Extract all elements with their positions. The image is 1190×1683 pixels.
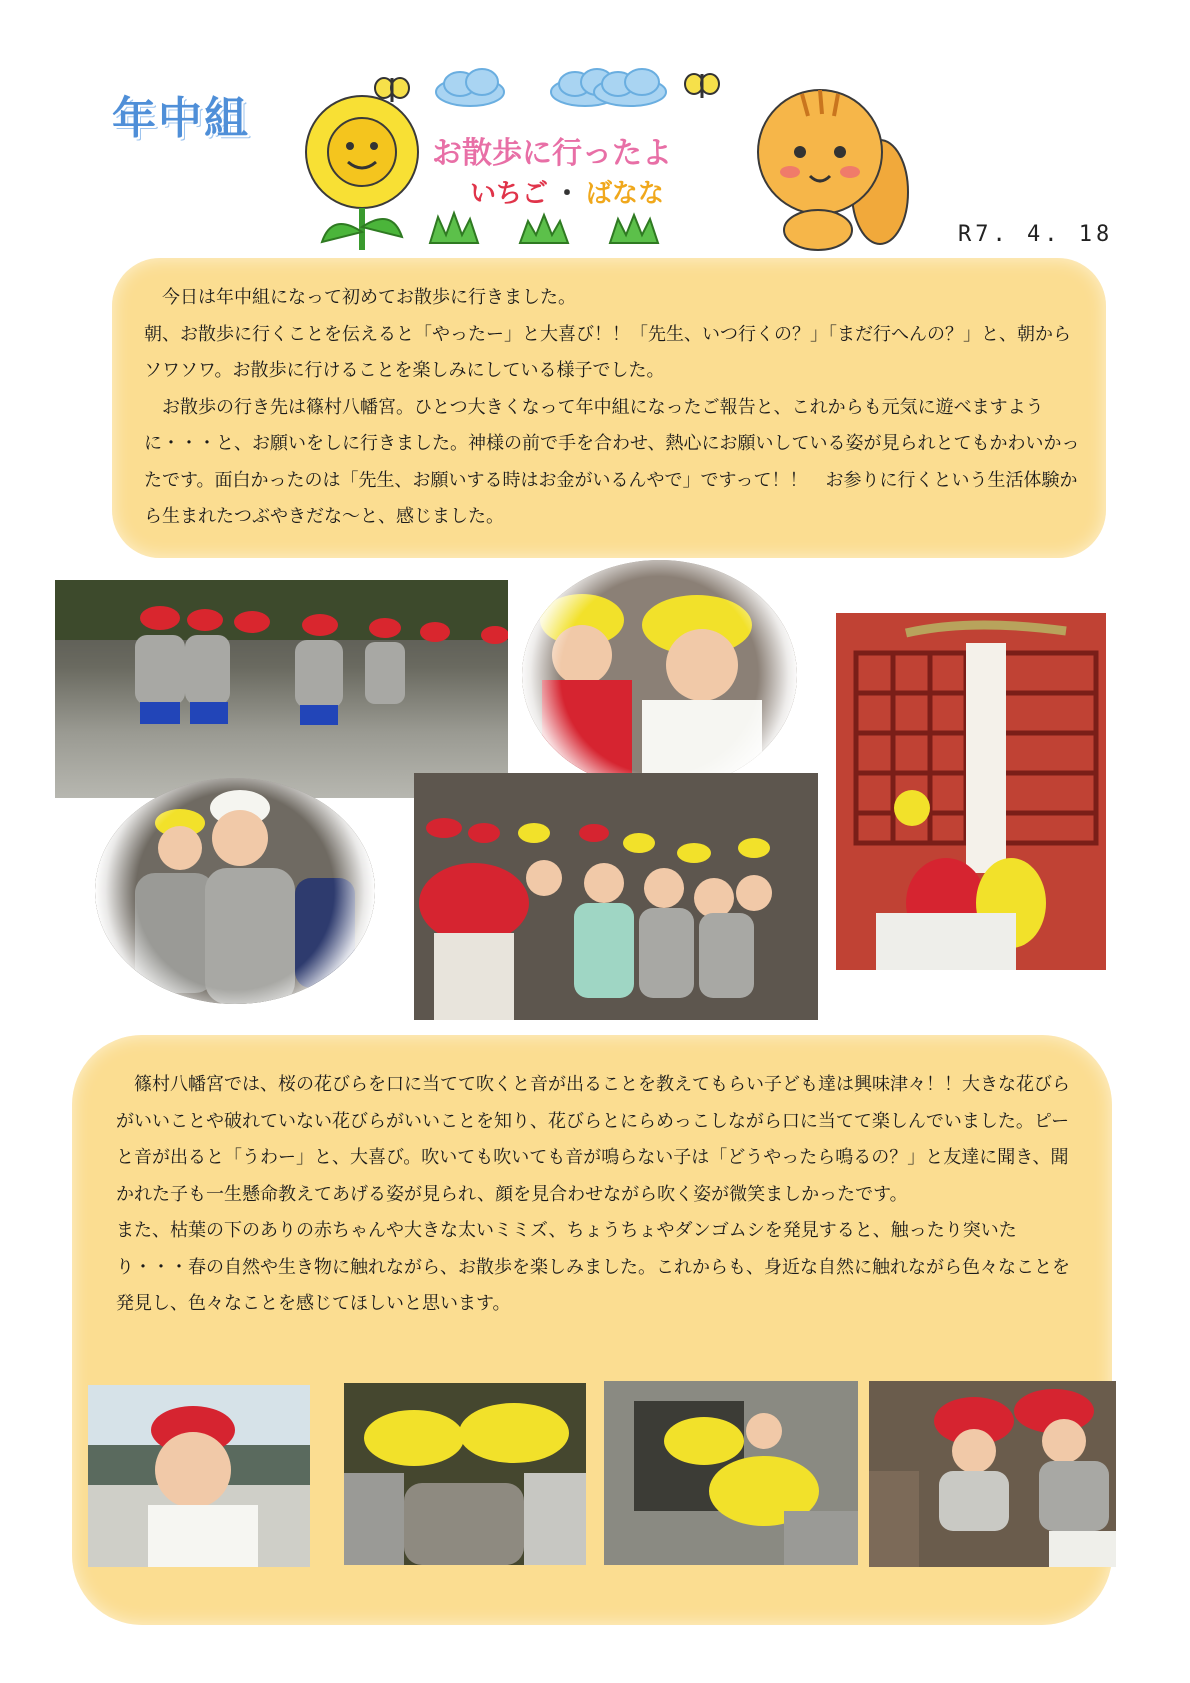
detail-paragraph: また、枯葉の下のありの赤ちゃんや大きな太いミミズ、ちょうちょやダンゴムシを発見すると、触ったり突いたり・・・春の自然や生き物に触れながら、お散歩を楽しみました。これからも、身近な自然に触れながら色々なことを発見し、色々なことを感じてほしいと思います。 <box>116 1220 1070 1314</box>
photo-praying-circle <box>522 560 797 790</box>
photo-stump <box>344 1383 586 1565</box>
photo-shrine <box>836 613 1106 970</box>
intro-paragraph: お散歩の行き先は篠村八幡宮。ひとつ大きくなって年中組になったご報告と、これからも元気に遊べますように・・・と、お願いをしに行きました。神様の前で手を合わせ、熱心にお願いしている姿が見られとてもかわいかったです。面白かったのは「先生、お願いする時はお金がいるんやで」ですって！！ お参りに行くという生活体験から生まれたつぶやきだな～と、感じました。 <box>144 396 1080 527</box>
intro-paragraph: 今日は年中組になって初めてお散歩に行きました。 <box>144 287 576 308</box>
photo-walking <box>55 580 508 798</box>
sunflower-icon <box>292 92 432 252</box>
squirrel-icon <box>730 72 910 252</box>
subtitle-right: ばなな <box>586 179 665 209</box>
detail-paragraph: 篠村八幡宮では、桜の花びらを口に当てて吹くと音が出ることを教えてもらい子ども達は興味津々！！大きな花びらがいいことや破れていない花びらがいいことを知り、花びらとにらめっこしながら口に当てて楽しんでいました。ピーと音が出ると「うわー」と、大喜び。吹いても吹いても音が鳴らない子は「どうやったら鳴るの？」と友達に聞き、聞かれた子も一生懸命教えてあげる姿が見られ、顔を見合わせながら吹く姿が微笑ましかったです。 <box>116 1074 1070 1205</box>
photo-digging <box>869 1381 1116 1567</box>
photo-petal-blow <box>88 1385 310 1567</box>
photo-looking-down <box>604 1381 858 1565</box>
butterfly-icon <box>682 66 722 106</box>
class-title: 年中組 <box>112 93 250 144</box>
subtitle-left: いちご <box>470 179 549 209</box>
intro-paragraph: 朝、お散歩に行くことを伝えると「やったー」と大喜び！！「先生、いつ行くの？」「まだ行へんの？」と、朝からソワソワ。お散歩に行けることを楽しみにしている様子でした。 <box>144 323 1071 381</box>
banner-title: お散歩に行ったよ <box>432 136 672 171</box>
photo-smiling-circle <box>95 778 375 1004</box>
grass-icon <box>420 205 720 245</box>
cloud-icon <box>570 62 690 112</box>
intro-panel <box>112 258 1106 558</box>
issue-date: R7. 4. 18 <box>958 222 1114 247</box>
photo-group-praying <box>414 773 818 1020</box>
subtitle-dot: ・ <box>554 179 581 209</box>
subtitle <box>470 173 664 210</box>
